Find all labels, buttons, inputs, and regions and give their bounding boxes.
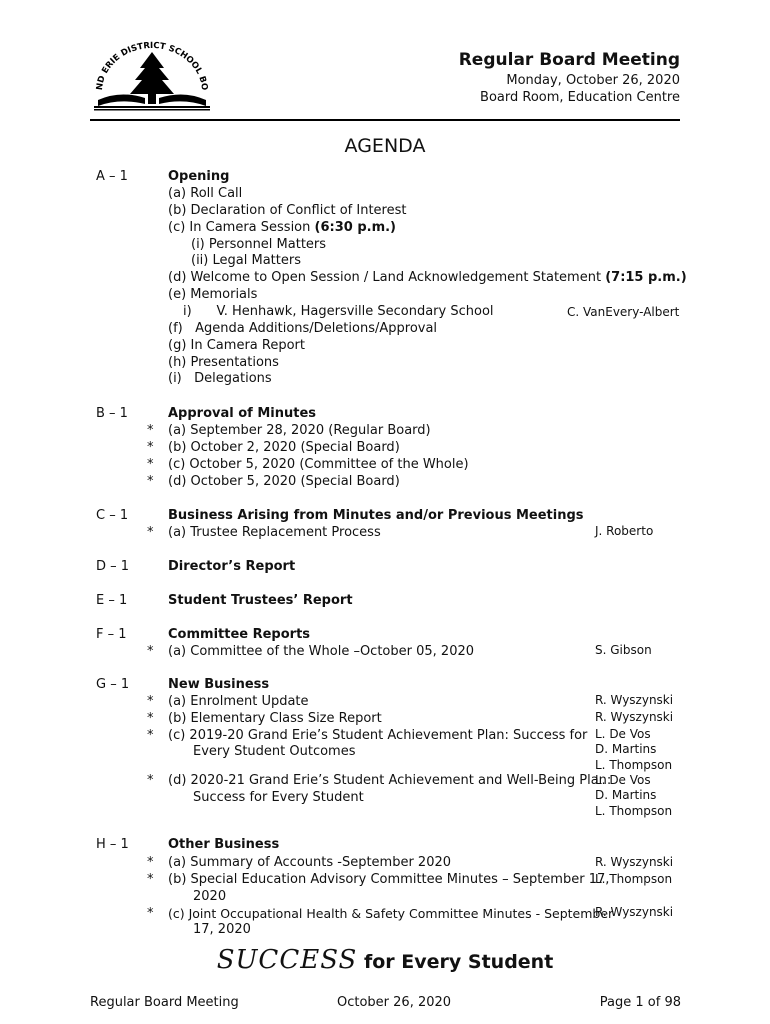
section-heading: Approval of Minutes — [168, 406, 317, 421]
responsible-person: L. Thompson — [595, 758, 673, 772]
section-code: D – 1 — [96, 559, 130, 574]
section-code: G – 1 — [96, 677, 130, 692]
responsible-person: L. De Vos — [595, 727, 651, 741]
star-marker: * — [147, 855, 154, 870]
agenda-item: (a) Committee of the Whole –October 05, 2020 — [168, 644, 475, 659]
star-marker: * — [147, 440, 154, 455]
agenda-item: (c) 2019-20 Grand Erie’s Student Achievement Plan: Success for — [168, 728, 588, 743]
agenda-item: (h) Presentations — [168, 355, 279, 370]
agenda-item: (c) In Camera Session (6:30 p.m.) — [168, 220, 397, 235]
agenda-item-continuation: Success for Every Student — [193, 790, 364, 805]
responsible-person: R. Wyszynski — [595, 693, 674, 707]
footer-date: October 26, 2020 — [337, 995, 452, 1010]
agenda-title: AGENDA — [344, 135, 426, 157]
section-heading: Other Business — [168, 837, 280, 852]
agenda-item: (b) October 2, 2020 (Special Board) — [168, 440, 400, 455]
star-marker: * — [147, 728, 154, 743]
tagline — [0, 945, 770, 975]
agenda-item: (c) Joint Occupational Health & Safety Committee Minutes - September — [168, 906, 614, 921]
section-code: H – 1 — [96, 837, 129, 852]
star-marker: * — [147, 644, 154, 659]
responsible-person: L. Thompson — [595, 872, 673, 886]
star-marker: * — [147, 525, 154, 540]
agenda-subitem: (i) Personnel Matters — [191, 237, 327, 252]
responsible-person: L. De Vos — [595, 773, 651, 787]
responsible-person: R. Wyszynski — [595, 855, 674, 869]
meeting-location: Board Room, Education Centre — [480, 90, 680, 105]
responsible-person: S. Gibson — [595, 643, 652, 657]
responsible-person: R. Wyszynski — [595, 710, 674, 724]
agenda-item: (d) October 5, 2020 (Special Board) — [168, 474, 400, 489]
section-code: A – 1 — [96, 169, 128, 184]
agenda-item: (i) Delegations — [168, 371, 272, 386]
agenda-item-continuation: 2020 — [193, 889, 227, 904]
star-marker: * — [147, 906, 154, 921]
responsible-person: J. Roberto — [595, 524, 654, 538]
agenda-item: (a) Trustee Replacement Process — [168, 525, 381, 540]
responsible-person: C. VanEvery-Albert — [567, 305, 680, 319]
section-heading: New Business — [168, 677, 270, 692]
tagline-rest: for Every Student — [357, 951, 554, 973]
star-marker: * — [147, 694, 154, 709]
agenda-subitem: (ii) Legal Matters — [191, 253, 301, 268]
agenda-item: (d) Welcome to Open Session / Land Acknowledgement Statement (7:15 p.m.) — [168, 270, 687, 285]
svg-text:GRAND ERIE DISTRICT SCHOOL BOA: ND ERIE DISTRICT SCHOOL BO — [94, 40, 210, 91]
star-marker: * — [147, 474, 154, 489]
page-number: Page 1 of 98 — [599, 995, 681, 1010]
school-board-logo — [90, 40, 214, 112]
footer-left: Regular Board Meeting — [90, 995, 239, 1010]
section-heading: Director’s Report — [168, 559, 296, 574]
responsible-person: L. Thompson — [595, 804, 673, 818]
agenda-item: (g) In Camera Report — [168, 338, 305, 353]
agenda-item: (e) Memorials — [168, 287, 258, 302]
agenda-item: (b) Special Education Advisory Committee Minutes – September 17, — [168, 872, 610, 887]
agenda-item: (b) Elementary Class Size Report — [168, 711, 382, 726]
responsible-person: D. Martins — [595, 788, 657, 802]
section-heading: Opening — [168, 169, 230, 184]
star-marker: * — [147, 423, 154, 438]
section-heading: Business Arising from Minutes and/or Previous Meetings — [168, 508, 584, 523]
agenda-item-continuation: 17, 2020 — [193, 922, 251, 937]
star-marker: * — [147, 457, 154, 472]
agenda-item-continuation: Every Student Outcomes — [193, 744, 356, 759]
star-marker: * — [147, 872, 154, 887]
responsible-person: D. Martins — [595, 742, 657, 756]
star-marker: * — [147, 711, 154, 726]
tagline-success: SUCCESS — [216, 945, 358, 975]
agenda-item: (a) Enrolment Update — [168, 694, 309, 709]
responsible-person: R. Wyszynski — [595, 905, 674, 919]
meeting-date: Monday, October 26, 2020 — [506, 73, 680, 88]
agenda-item: (a) Summary of Accounts -September 2020 — [168, 855, 452, 870]
section-heading: Student Trustees’ Report — [168, 593, 353, 608]
agenda-item: (b) Declaration of Conflict of Interest — [168, 203, 407, 218]
section-code: F – 1 — [96, 627, 127, 642]
agenda-item: (c) October 5, 2020 (Committee of the Whole) — [168, 457, 469, 472]
meeting-title: Regular Board Meeting — [458, 50, 680, 70]
agenda-item: (a) September 28, 2020 (Regular Board) — [168, 423, 431, 438]
agenda-item: (d) 2020-21 Grand Erie’s Student Achievement and Well-Being Plan: — [168, 773, 612, 788]
memorial-item: i) V. Henhawk, Hagersville Secondary School — [183, 304, 494, 319]
star-marker: * — [147, 773, 154, 788]
agenda-item: (a) Roll Call — [168, 186, 243, 201]
section-code: B – 1 — [96, 406, 128, 421]
section-heading: Committee Reports — [168, 627, 311, 642]
header-rule — [90, 119, 680, 121]
section-code: E – 1 — [96, 593, 128, 608]
section-code: C – 1 — [96, 508, 129, 523]
agenda-item: (f) Agenda Additions/Deletions/Approval — [168, 321, 438, 336]
